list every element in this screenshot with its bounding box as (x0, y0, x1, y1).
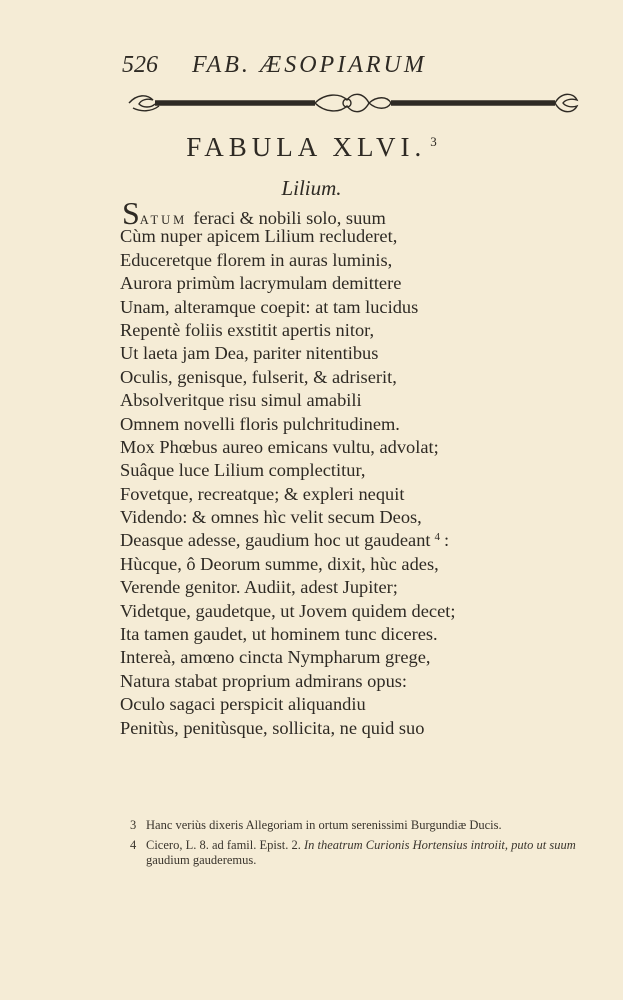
footnote-text-end: gaudium gauderemus. (146, 853, 257, 867)
footnote-italic-quote: In theatrum Curionis Hortensius introiit, puto ut suum (303, 838, 576, 852)
first-line-rest: feraci & nobili solo, suum (193, 208, 386, 228)
poem-line-with-note (120, 529, 560, 552)
poem-line: Videndo: & omnes hìc velit secum Deos, (120, 507, 422, 528)
poem-body (120, 195, 560, 740)
fable-subtitle: Lilium. (281, 176, 342, 200)
footnote-number: 3 (130, 818, 137, 832)
poem-line: Repentè foliis exstitit apertis nitor, (120, 319, 375, 340)
poem-line: Aurora primùm lacrymulam demittere (120, 273, 402, 294)
poem-line-punct: : (444, 530, 450, 551)
poem-line: Oculo sagaci perspicit aliquandiu (120, 694, 366, 715)
poem-line: Mox Phœbus aureo emicans vultu, advolat; (120, 436, 439, 457)
poem-line-1 (120, 195, 560, 231)
footnote-3 (130, 818, 580, 833)
poem-line: Intereà, amœno cincta Nympharum grege, (120, 647, 431, 668)
page-number: 526 (122, 52, 158, 78)
footnote-marker-3: 3 (430, 134, 437, 149)
poem-line: Oculis, genisque, fulserit, & adriserit, (120, 366, 397, 387)
poem-line: Cùm nuper apicem Lilium recluderet, (120, 226, 398, 247)
footnotes (130, 818, 580, 873)
poem-line: Unam, alteramque coepit: at tam lucidus (120, 296, 419, 317)
footnote-number: 4 (130, 838, 137, 852)
running-title: FAB. ÆSOPIARUM (192, 52, 427, 78)
poem-line: Penitùs, penitùsque, sollicita, ne quid suo (120, 717, 425, 738)
poem-line: Natura stabat proprium admirans opus: (120, 670, 408, 691)
decorative-rule-ornament (125, 88, 585, 118)
drop-cap: S (122, 195, 140, 231)
poem-line: Ut laeta jam Dea, pariter nitentibus (120, 343, 379, 364)
poem-line: Verende genitor. Audiit, adest Jupiter; (120, 577, 398, 598)
poem-line: Absolveritque risu simul amabili (120, 390, 362, 411)
poem-line: Suâque luce Lilium complectitur, (120, 460, 366, 481)
footnote-4 (130, 838, 580, 868)
poem-line: Educeretque florem in auras luminis, (120, 249, 393, 270)
poem-line: Videtque, gaudetque, ut Jovem quidem decet; (120, 600, 456, 621)
footnote-text: Cicero, L. 8. ad famil. Epist. 2. (146, 838, 301, 852)
poem-line: Hùcque, ô Deorum summe, dixit, hùc ades, (120, 553, 439, 574)
footnote-text: Hanc veriùs dixeris Allegoriam in ortum serenissimi Burgundiæ Ducis. (146, 818, 502, 832)
poem-line-text: Deasque adesse, gaudium hoc ut gaudeant (120, 530, 431, 551)
poem-line: Omnem novelli floris pulchritudinem. (120, 413, 400, 434)
footnote-marker-4: 4 (434, 531, 440, 544)
small-caps-word: ATUM (139, 213, 188, 227)
fable-title-text: FABULA XLVI. (186, 132, 427, 162)
fable-title (0, 132, 623, 163)
poem-line: Fovetque, recreatque; & expleri nequit (120, 483, 405, 504)
running-header (122, 52, 522, 79)
poem-line: Ita tamen gaudet, ut hominem tunc diceres. (120, 624, 438, 645)
